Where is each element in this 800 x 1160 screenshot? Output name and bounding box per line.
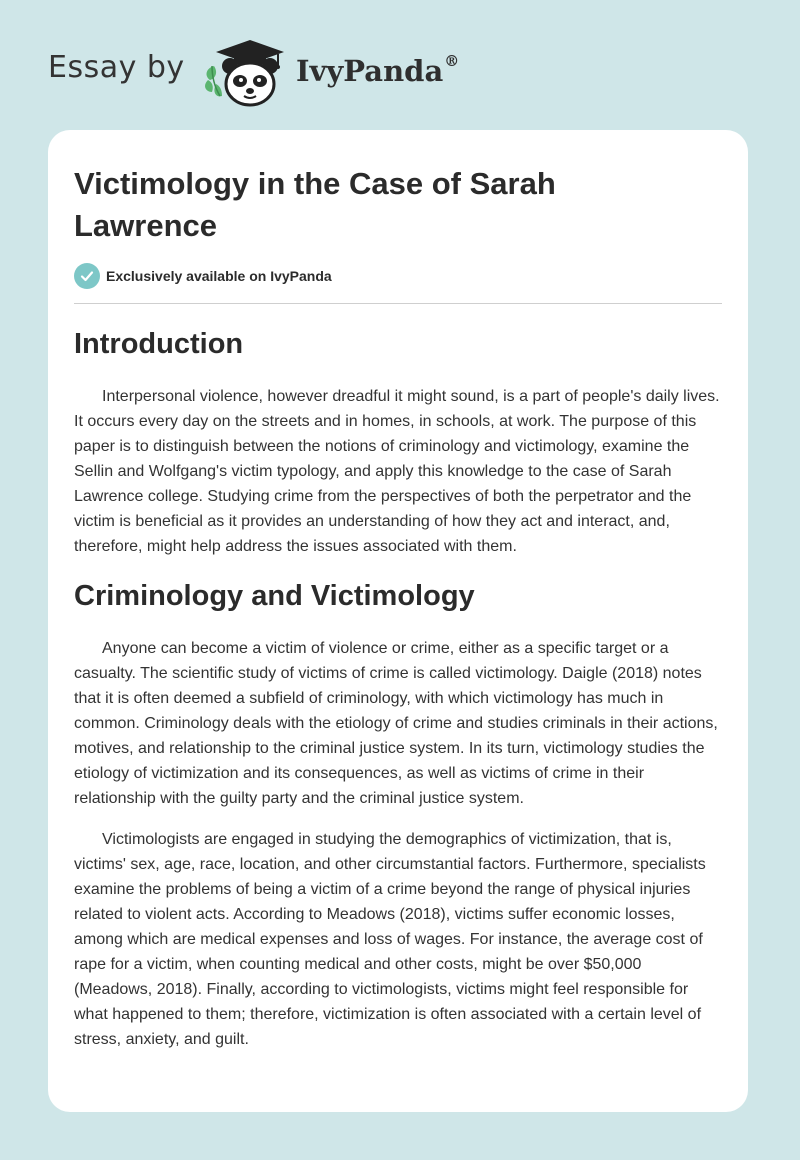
essay-title: Victimology in the Case of Sarah Lawrence	[74, 166, 556, 243]
exclusive-badge	[74, 263, 332, 289]
paragraph: Victimologists are engaged in studying the demographics of victimization, that is, victims' sex, age, race, location, and other circumstantial factors. Furthermore, specialists examine the problems of being a victim of a crime beyond the range of physical injuries related to violent acts. According to Meadows (2018), victims suffer economic losses, among which are medical expenses and loss of wages. For instance, the average cost of rape for a victim, when counting medical and other costs, might be over $50,000 (Meadows, 2018). Finally, according to victimologists, victims might feel responsible for what happened to them; therefore, victimization is often associated with a certain level of stress, anxiety, and guilt.	[74, 831, 706, 1048]
exclusive-badge-label: Exclusively available on IvyPanda	[106, 268, 332, 284]
title-divider	[74, 303, 722, 304]
essay-card	[48, 130, 748, 1112]
check-icon	[74, 263, 100, 289]
paragraph: Interpersonal violence, however dreadful it might sound, is a part of people's daily lives. It occurs every day on the streets and in homes, in schools, at work. The purpose of this paper is to distinguish between the notions of criminology and victimology, examine the Sellin and Wolfgang's victim typology, and apply this knowledge to the case of Sarah Lawrence college. Studying crime from the perspectives of both the perpetrator and the victim is beneficial as it provides an understanding of how they act and interact, and, therefore, might help address the issues associated with them.	[74, 388, 720, 555]
registered-mark: ®	[444, 52, 460, 70]
panda-graduate-icon[interactable]	[200, 36, 296, 108]
brand-text: IvyPanda	[296, 54, 444, 88]
section-heading-introduction: Introduction	[74, 328, 244, 360]
section-heading-criminology: Criminology and Victimology	[74, 580, 475, 612]
paragraph: Anyone can become a victim of violence or crime, either as a specific target or a casualty. The scientific study of victims of crime is called victimology. Daigle (2018) notes that it is often deemed a subfield of criminology, with which victimology has much in common. Criminology deals with the etiology of crime and studies criminals in their actions, motives, and relationship to the criminal justice system. In its turn, victimology studies the etiology of victimization and its consequences, as well as victims of crime in their relationship with the guilty party and the criminal justice system.	[74, 640, 718, 807]
essay-by-label: Essay by	[48, 50, 185, 85]
site-header	[0, 0, 800, 130]
brand-name[interactable]	[296, 54, 459, 88]
